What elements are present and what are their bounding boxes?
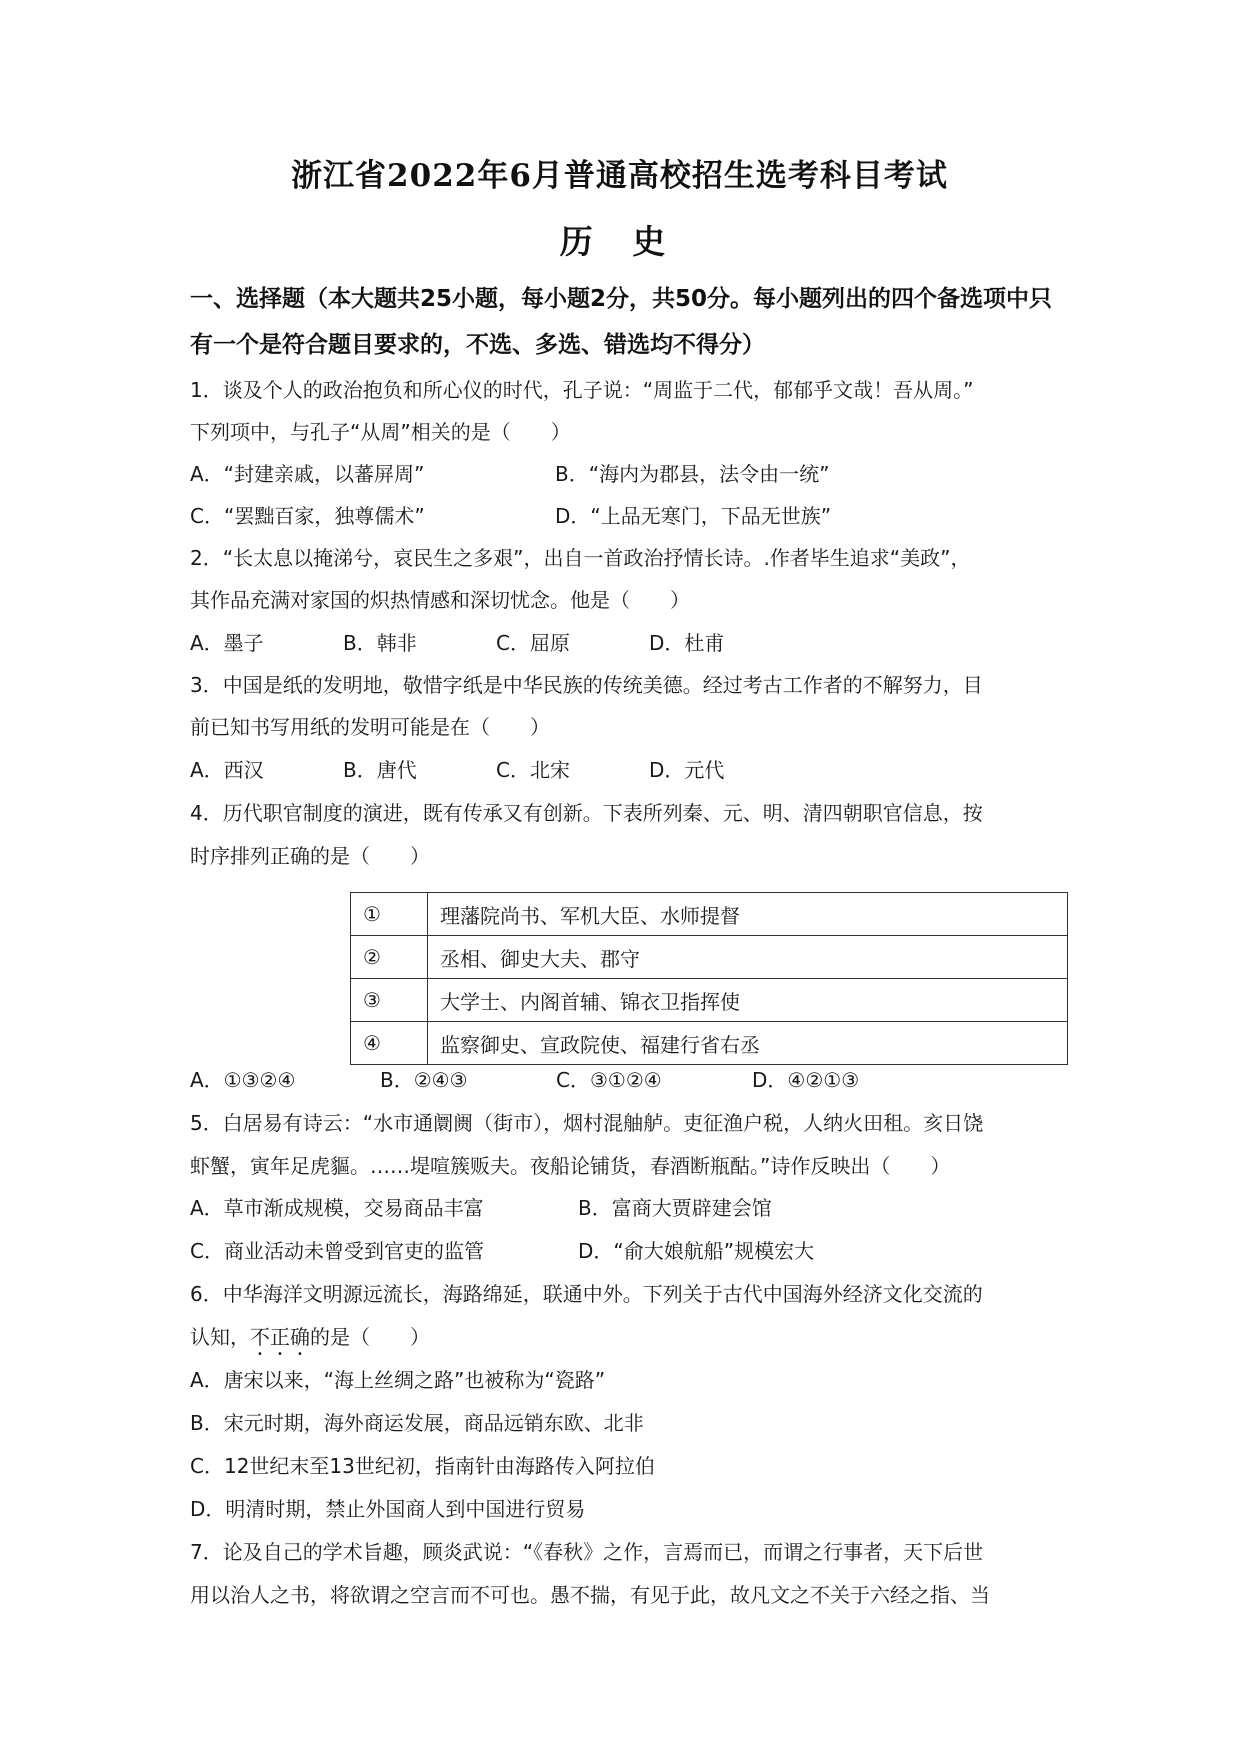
- official-titles-table: [350, 892, 1068, 1065]
- row-text: 大学士、内阁首辅、锦衣卫指挥使: [428, 979, 1068, 1022]
- question-1-option-b: B．“海内为郡县，法令由一统”: [555, 462, 830, 486]
- row-text: 理藩院尚书、军机大臣、水师提督: [428, 893, 1068, 936]
- question-3-line-2: 前已知书写用纸的发明可能是在（ ）: [190, 715, 550, 739]
- question-5-option-a: A．草市渐成规模，交易商品丰富: [190, 1196, 484, 1220]
- section-heading: 一、选择题（本大题共25小题，每小题2分，共50分。每小题列出的四个备选项中只有一个是符合题目要求的，不选、多选、错选均不得分）: [190, 286, 1053, 358]
- question-4-line-1: 4．历代职官制度的演进，既有传承又有创新。下表所列秦、元、明、清四朝职官信息，按: [190, 801, 983, 825]
- question-5-line-2: 虾蟹，寅年足虎貙。……堤喧簇贩夫。夜船论铺货，春酒断瓶酤。”诗作反映出（ ）: [190, 1154, 951, 1178]
- question-6-option-c: C．12世纪末至13世纪初，指南针由海路传入阿拉伯: [190, 1454, 655, 1478]
- question-7-line-1: 7．论及自己的学术旨趣，顾炎武说：“《春秋》之作，言焉而已，而谓之行事者，天下后世: [190, 1540, 984, 1564]
- question-6-suffix: 的是（ ）: [310, 1325, 430, 1349]
- question-2-line-1: 2．“长太息以掩涕兮，哀民生之多艰”，出自一首政治抒情长诗。.作者毕生追求“美政”，: [190, 546, 971, 570]
- question-1-line-1: 1．谈及个人的政治抱负和所心仪的时代，孔子说：“周监于二代，郁郁乎文哉！吾从周。”: [190, 378, 974, 402]
- question-2-line-2: 其作品充满对家国的炽热情感和深切忧念。他是（ ）: [190, 588, 690, 612]
- row-text: 监察御史、宣政院使、福建行省右丞: [428, 1022, 1068, 1065]
- question-2-option-b: B．韩非: [343, 631, 417, 655]
- question-4-option-b: B．②④③: [380, 1068, 468, 1092]
- question-6-option-a: A．唐宋以来，“海上丝绸之路”也被称为“瓷路”: [190, 1368, 606, 1392]
- question-1-option-c: C．“罢黜百家，独尊儒术”: [190, 504, 425, 528]
- table-row: [351, 979, 1068, 1022]
- question-6-line-2: [190, 1321, 430, 1360]
- emphasis-not-correct: 不正确: [250, 1325, 310, 1349]
- question-7-line-2: 用以治人之书，将欲谓之空言而不可也。愚不揣，有见于此，故凡文之不关于六经之指、当: [190, 1583, 990, 1607]
- question-4-option-d: D．④②①③: [752, 1068, 860, 1092]
- question-4-line-2: 时序排列正确的是（ ）: [190, 844, 430, 868]
- question-4-option-a: A．①③②④: [190, 1068, 296, 1092]
- question-6-option-d: D．明清时期，禁止外国商人到中国进行贸易: [190, 1497, 586, 1521]
- row-text: 丞相、御史大夫、郡守: [428, 936, 1068, 979]
- question-3-option-d: D．元代: [649, 758, 725, 782]
- question-2-option-c: C．屈原: [496, 631, 570, 655]
- question-5-option-c: C．商业活动未曾受到官吏的监管: [190, 1239, 484, 1263]
- question-4-option-c: C．③①②④: [556, 1068, 662, 1092]
- question-5-line-1: 5．白居易有诗云：“水市通阛阓（街市），烟村混舳舻。吏征渔户税，人纳火田租。亥日饶: [190, 1111, 984, 1135]
- exam-title: 浙江省2022年6月普通高校招生选考科目考试: [291, 158, 948, 194]
- table-row: [351, 1022, 1068, 1065]
- question-3-option-a: A．西汉: [190, 758, 264, 782]
- question-2-option-d: D．杜甫: [649, 631, 725, 655]
- row-number: ③: [351, 979, 428, 1022]
- subject-title: 历 史: [559, 222, 680, 261]
- question-1-line-2: 下列项中，与孔子“从周”相关的是（ ）: [190, 420, 571, 444]
- question-5-option-b: B．富商大贾辟建会馆: [578, 1196, 772, 1220]
- question-1-option-a: A．“封建亲戚，以蕃屏周”: [190, 462, 425, 486]
- row-number: ④: [351, 1022, 428, 1065]
- question-1-option-d: D．“上品无寒门，下品无世族”: [555, 504, 832, 528]
- row-number: ①: [351, 893, 428, 936]
- question-6-option-b: B．宋元时期，海外商运发展，商品远销东欧、北非: [190, 1411, 644, 1435]
- question-2-option-a: A．墨子: [190, 631, 264, 655]
- question-5-option-d: D．“俞大娘航船”规模宏大: [578, 1239, 815, 1263]
- table-row: [351, 893, 1068, 936]
- question-3-option-b: B．唐代: [343, 758, 417, 782]
- question-6-line-1: 6．中华海洋文明源远流长，海路绵延，联通中外。下列关于古代中国海外经济文化交流的: [190, 1282, 983, 1306]
- question-3-option-c: C．北宋: [496, 758, 570, 782]
- question-6-prefix: 认知，: [190, 1325, 250, 1349]
- row-number: ②: [351, 936, 428, 979]
- table-row: [351, 936, 1068, 979]
- question-3-line-1: 3．中国是纸的发明地，敬惜字纸是中华民族的传统美德。经过考古工作者的不解努力，目: [190, 673, 983, 697]
